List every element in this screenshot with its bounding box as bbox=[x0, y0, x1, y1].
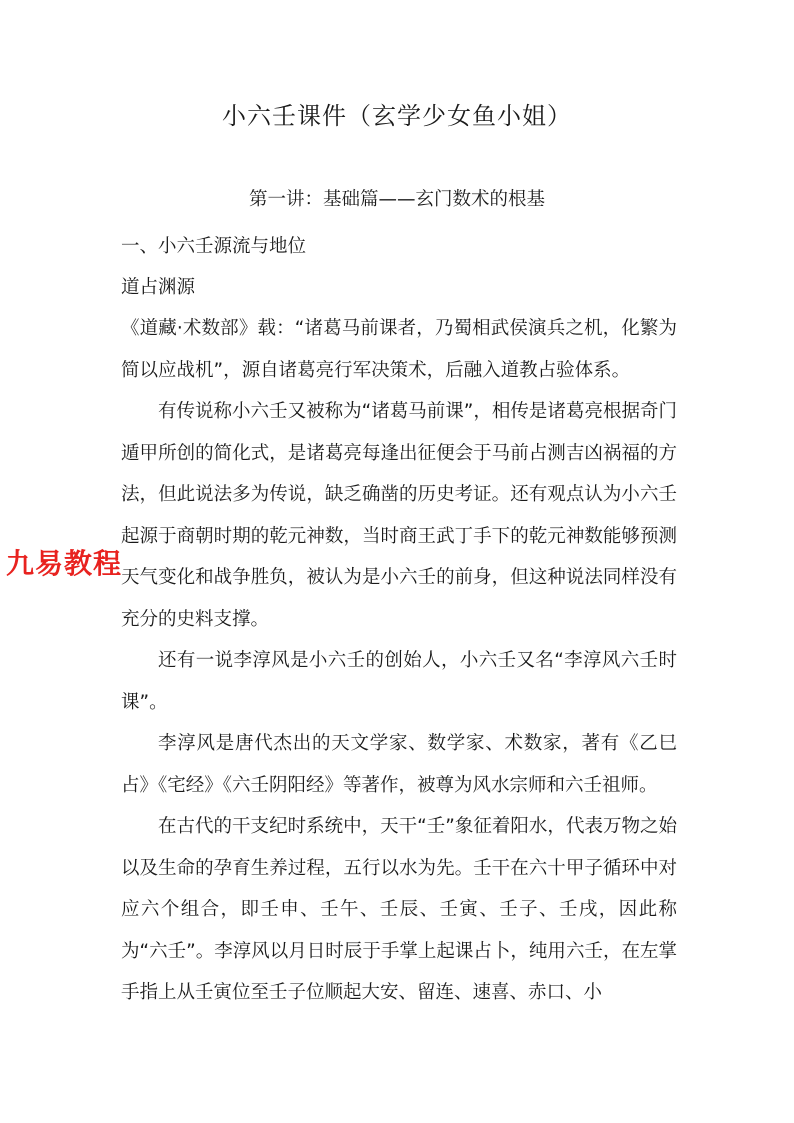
paragraph-daozang-quote: 《道藏·术数部》载：“诸葛马前课者，乃蜀相武侯演兵之机，化繁为简以应战机”，源自诸葛亮行军决策术，后融入道教占验体系。 bbox=[121, 318, 677, 381]
section-heading: 一、小六壬源流与地位 bbox=[121, 236, 307, 257]
paragraph-origin-legends: 有传说称小六壬又被称为“诸葛马前课”，相传是诸葛亮根据奇门遁甲所创的简化式，是诸葛亮每逢出征便会于马前占测吉凶祸福的方法，但此说法多为传说，缺乏确凿的历史考证。还有观点认为小六壬起源于商朝时期的乾元神数，当时商王武丁手下的乾元神数能够预测天气变化和战争胜负，被认为是小六壬的前身，但这种说法同样没有充分的史料支撑。 bbox=[121, 401, 677, 630]
paragraph-tiangan-ren: 在古代的干支纪时系统中，天干“壬”象征着阳水，代表万物之始以及生命的孕育生养过程，五行以水为先。壬干在六十甲子循环中对应六个组合，即壬申、壬午、壬辰、壬寅、壬子、壬戌，因此称为“六壬”。李淳风以月日时辰于手掌上起课占卜，纯用六壬，在左掌手指上从壬寅位至壬子位顺起大安、留连、速喜、赤口、小 bbox=[121, 816, 677, 1003]
subheading: 道占渊源 bbox=[121, 277, 196, 298]
lecture-title: 第一讲：基础篇——玄门数术的根基 bbox=[248, 189, 545, 210]
paragraph-li-chunfeng-bio: 李淳风是唐代杰出的天文学家、数学家、术数家，著有《乙巳占》《宅经》《六壬阴阳经》等著作，被尊为风水宗师和六壬祖师。 bbox=[121, 733, 677, 796]
watermark-logo: 九易教程 bbox=[6, 547, 123, 580]
document-title: 小六壬课件（玄学少女鱼小姐） bbox=[222, 102, 572, 130]
paragraph-li-chunfeng-founder: 还有一说李淳风是小六壬的创始人，小六壬又名“李淳风六壬时课”。 bbox=[121, 650, 677, 713]
